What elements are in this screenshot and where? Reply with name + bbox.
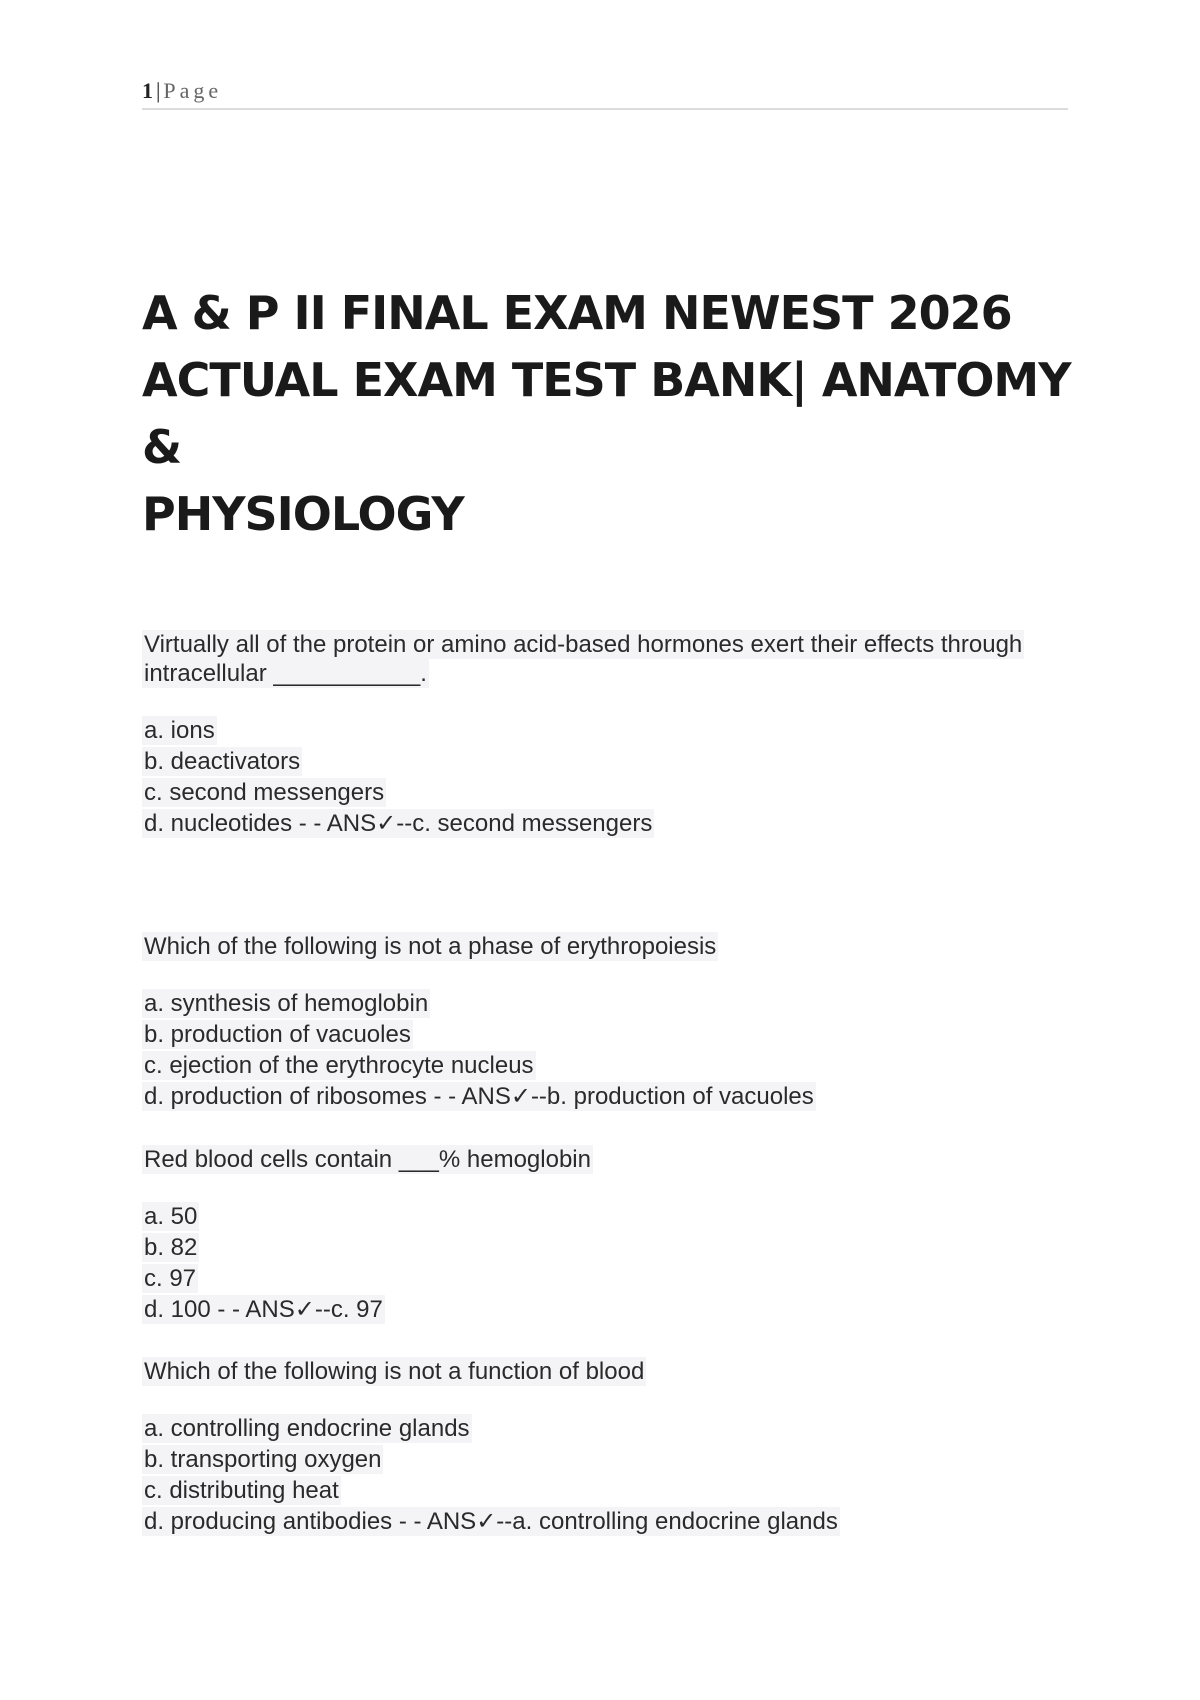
option-item: c. 97: [144, 1265, 197, 1292]
question-line: Virtually all of the protein or amino acid-based hormones exert their effects through: [144, 631, 1023, 658]
option-item: c. ejection of the erythrocyte nucleus: [144, 1052, 534, 1079]
option-item: c. distributing heat: [144, 1477, 339, 1504]
option-item: b. 82: [144, 1234, 198, 1261]
title-line-2: ACTUAL EXAM TEST BANK| ANATOMY &: [142, 353, 1071, 474]
answer-options: [142, 716, 1072, 840]
option-item: c. second messengers: [144, 779, 385, 806]
option-item: b. production of vacuoles: [144, 1021, 411, 1048]
question-line: Which of the following is not a function of blood: [144, 1358, 645, 1385]
question-text: [142, 1145, 1072, 1174]
page-header: [142, 78, 1068, 110]
option-item: a. synthesis of hemoglobin: [144, 990, 429, 1017]
answer-options: [142, 989, 1072, 1113]
option-item: b. transporting oxygen: [144, 1446, 382, 1473]
option-item-with-answer: d. 100 - - ANS✓--c. 97: [144, 1296, 383, 1323]
option-item-with-answer: d. production of ribosomes - - ANS✓--b. production of vacuoles: [144, 1083, 814, 1110]
option-item: a. controlling endocrine glands: [144, 1415, 470, 1442]
page-number: 1: [142, 78, 153, 103]
question-block-2: [142, 932, 1072, 1113]
title-line-3: PHYSIOLOGY: [142, 487, 464, 541]
page-separator: |: [156, 78, 161, 103]
question-text: [142, 630, 1072, 688]
question-block-4: [142, 1357, 1072, 1538]
question-text: [142, 932, 1072, 961]
option-item-with-answer: d. producing antibodies - - ANS✓--a. controlling endocrine glands: [144, 1508, 838, 1535]
option-item: b. deactivators: [144, 748, 301, 775]
question-block-1: [142, 630, 1072, 840]
answer-options: [142, 1202, 1072, 1326]
option-item-with-answer: d. nucleotides - - ANS✓--c. second messengers: [144, 810, 653, 837]
answer-options: [142, 1414, 1072, 1538]
question-line: Which of the following is not a phase of erythropoiesis: [144, 933, 717, 960]
option-item: a. ions: [144, 717, 215, 744]
question-block-3: [142, 1145, 1072, 1326]
page-label: Page: [163, 78, 223, 103]
option-item: a. 50: [144, 1203, 198, 1230]
question-line: intracellular ___________.: [144, 660, 427, 687]
document-title: [142, 280, 1082, 548]
question-text: [142, 1357, 1072, 1386]
question-line: Red blood cells contain ___% hemoglobin: [144, 1146, 591, 1173]
title-line-1: A & P II FINAL EXAM NEWEST 2026: [142, 286, 1012, 340]
